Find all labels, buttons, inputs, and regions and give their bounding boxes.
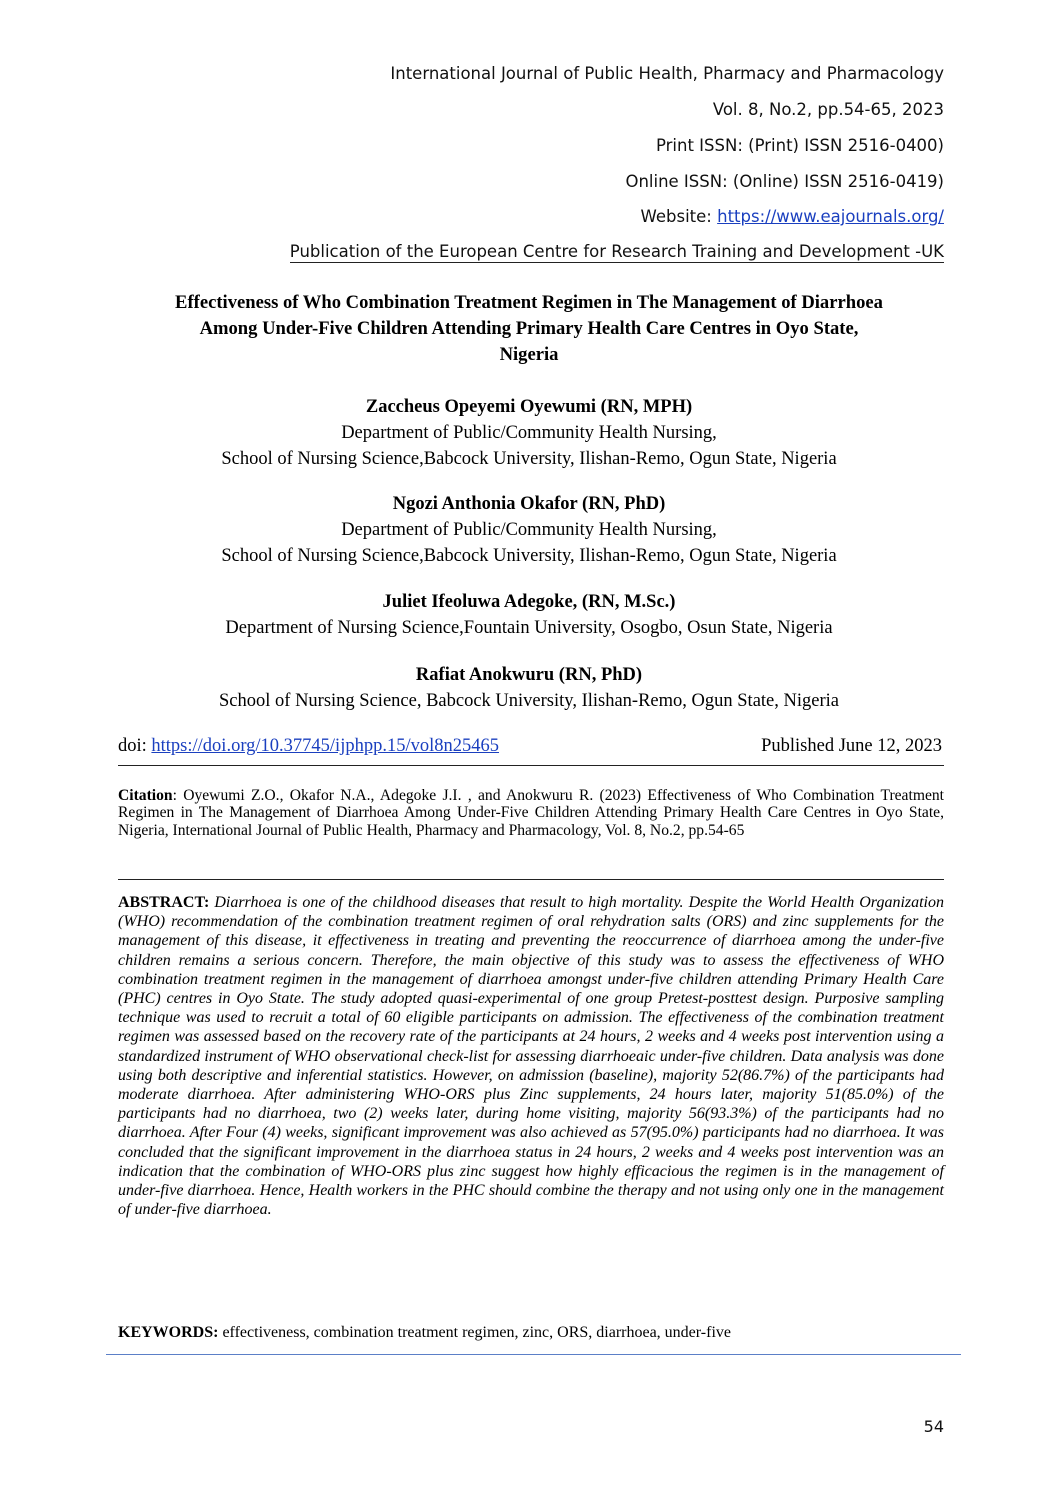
author-name: Rafiat Anokwuru (RN, PhD)	[415, 665, 643, 685]
footer-divider	[106, 1354, 961, 1355]
abstract-block	[118, 893, 944, 1219]
abstract-label: ABSTRACT:	[118, 894, 215, 911]
author-name: Zaccheus Opeyemi Oyewumi (RN, MPH)	[365, 397, 693, 417]
print-issn: Print ISSN: (Print) ISSN 2516-0400)	[655, 136, 944, 155]
author-name: Juliet Ifeoluwa Adegoke, (RN, M.Sc.)	[382, 592, 676, 612]
doi-divider	[118, 765, 944, 766]
citation-label: Citation	[118, 787, 173, 804]
author-affiliation: Department of Nursing Science,Fountain University, Osogbo, Osun State, Nigeria	[225, 618, 833, 638]
title-line-3: Nigeria	[499, 344, 559, 365]
citation-divider	[118, 879, 944, 880]
author-affiliation: Department of Public/Community Health Nursing,	[341, 423, 717, 443]
volume-info: Vol. 8, No.2, pp.54-65, 2023	[712, 100, 944, 119]
doi-line	[118, 736, 499, 757]
paper-title	[100, 290, 958, 368]
title-line-2: Among Under-Five Children Attending Primary Health Care Centres in Oyo State,	[199, 318, 859, 339]
doi-row	[118, 736, 942, 762]
citation-text: : Oyewumi Z.O., Okafor N.A., Adegoke J.I. , and Anokwuru R. (2023) Effectiveness of Who Combination Treatment Regimen in The Management of Diarrhoea Among Under-Five Children Attending Primary Health Care Centres in Oyo State, Nigeria, International Journal of Public Health, Pharmacy and Pharmacology, Vol. 8, No.2, pp.54-65	[118, 787, 944, 839]
author-block-2	[100, 491, 958, 569]
author-block-3	[100, 589, 958, 641]
journal-name: International Journal of Public Health, Pharmacy and Pharmacology	[390, 64, 944, 83]
page-number: 54	[923, 1417, 944, 1436]
publisher-text: Publication of the European Centre for Research Training and Development -UK	[289, 242, 944, 261]
website-link[interactable]: https://www.eajournals.org/	[717, 207, 944, 226]
doi-label: doi:	[118, 736, 152, 756]
keywords-label: KEYWORDS:	[118, 1324, 223, 1341]
keywords-block	[118, 1323, 944, 1343]
publisher-line	[240, 242, 944, 262]
author-affiliation: School of Nursing Science, Babcock University, Ilishan-Remo, Ogun State, Nigeria	[219, 691, 839, 711]
author-affiliation: School of Nursing Science,Babcock University, Ilishan-Remo, Ogun State, Nigeria	[221, 449, 837, 469]
website-line	[240, 207, 944, 227]
author-affiliation: Department of Public/Community Health Nursing,	[341, 520, 717, 540]
online-issn: Online ISSN: (Online) ISSN 2516-0419)	[625, 172, 944, 191]
doi-link[interactable]: https://doi.org/10.37745/ijphpp.15/vol8n25465	[151, 736, 499, 756]
website-label: Website:	[640, 207, 718, 226]
abstract-text: Diarrhoea is one of the childhood diseases that result to high mortality. Despite the World Health Organization (WHO) recommendation of the combination treatment regimen of oral rehydration salts (ORS) and zinc supplements for the management of this disease, it effectiveness in treating and preventing the reoccurrence of diarrhoea among the under-five children remains a serious concern. Therefore, the main objective of this study was to assess the effectiveness of WHO combination treatment regimen in the management of diarrhoea amongst under-five children attending Primary Health Care (PHC) centres in Oyo State. The study adopted quasi-experimental of one group Pretest-posttest design. Purposive sampling technique was used to recruit a total of 60 eligible participants on admission. The effectiveness of the combination treatment regimen was assessed based on the recovery rate of the participants at 24 hours, 2 weeks and 4 weeks post intervention using a standardized instrument of WHO observational check-list for assessing diarrhoeaic under-five children. Data analysis was done using both descriptive and inferential statistics. However, on admission (baseline), majority 52(86.7%) of the participants had moderate diarrhoea. After administering WHO-ORS plus Zinc supplements, 24 hours later, majority 51(85.0%) of the participants had no diarrhoea, two (2) weeks later, during home visiting, majority 56(93.3%) of the participants had no diarrhoea. After Four (4) weeks, significant improvement was also achieved as 57(95.0%) participants had no diarrhoea. It was concluded that the significant improvement in the diarrhoea status in 24 hours, 2 weeks and 4 weeks post intervention was an indication that the combination of WHO-ORS plus zinc suggest how highly efficacious the regimen is in the management of under-five diarrhoea. Hence, Health workers in the PHC should combine the therapy and not using only one in the management of under-five diarrhoea.	[118, 894, 945, 1219]
published-date: Published June 12, 2023	[761, 736, 942, 756]
author-block-1	[100, 394, 958, 472]
author-block-4	[100, 662, 958, 714]
author-affiliation: School of Nursing Science,Babcock University, Ilishan-Remo, Ogun State, Nigeria	[221, 546, 837, 566]
keywords-text: effectiveness, combination treatment regimen, zinc, ORS, diarrhoea, under-five	[222, 1324, 731, 1341]
citation-block	[118, 787, 944, 839]
title-line-1: Effectiveness of Who Combination Treatment Regimen in The Management of Diarrhoea	[175, 292, 883, 313]
author-name: Ngozi Anthonia Okafor (RN, PhD)	[392, 494, 666, 514]
